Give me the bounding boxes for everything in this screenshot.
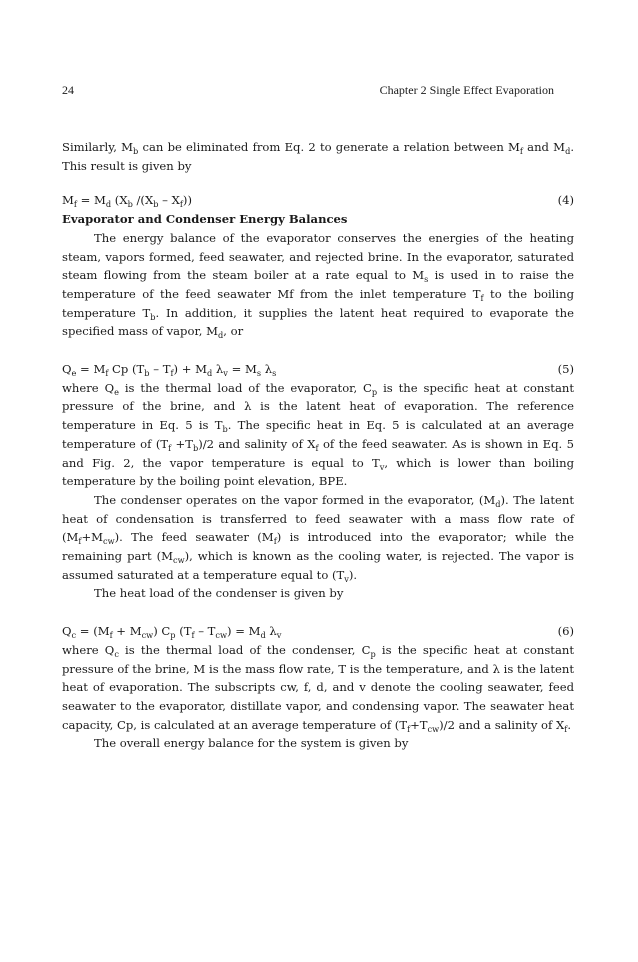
text-run: – X — [158, 193, 180, 208]
subscript: s — [256, 368, 262, 379]
text-run: = M — [227, 362, 257, 377]
text-run: . — [567, 717, 571, 732]
page-number: 24 — [62, 83, 74, 97]
subscript: d — [105, 199, 112, 210]
text-run: M — [62, 193, 74, 208]
subscript: f — [480, 292, 484, 303]
text-run: + M — [112, 624, 142, 639]
subscript: cw — [215, 630, 228, 641]
subscript: c — [71, 630, 77, 641]
text-run: Q — [62, 362, 72, 377]
subscript: f — [519, 146, 523, 156]
text-run: , which is lower than boiling temperature by the boiling point elevation, BPE. — [62, 455, 574, 489]
subscript: b — [153, 199, 159, 210]
subscript: f — [273, 536, 277, 547]
subscript: f — [564, 723, 568, 734]
subscript: b — [127, 199, 133, 210]
text-run: ). The feed seawater (M — [114, 530, 274, 545]
paragraph-heat-load — [62, 584, 574, 603]
text-run: +M — [81, 530, 104, 545]
text-run: ), which is known as the cooling water, is rejected. The vapor is assumed saturated at a temperature equal to (T — [62, 549, 574, 582]
equation-6-expression — [62, 622, 281, 641]
text-run: – T — [149, 362, 171, 377]
text-run: Similarly, M — [62, 140, 134, 154]
subscript: p — [370, 648, 376, 659]
text-run: is used in to raise the temperature of the feed seawater Mf from the inlet temperature T — [62, 268, 574, 301]
paragraph-energy-balance — [62, 229, 574, 341]
equation-5 — [62, 360, 574, 379]
text-run: λ — [212, 362, 224, 377]
text-run: The overall energy balance for the system is given by — [94, 736, 409, 751]
text-run: . In addition, it supplies the latent heat required to evaporate the specified mass of vapor, M — [62, 305, 574, 339]
text-run: . The specific heat in Eq. 5 is calculated at an average temperature of (T — [62, 418, 574, 451]
subscript: v — [223, 368, 228, 379]
subscript: f — [170, 368, 174, 379]
text-run: ). — [348, 567, 358, 582]
subscript: v — [379, 461, 385, 472]
equation-6 — [62, 622, 574, 641]
subscript: d — [217, 330, 224, 341]
subscript: p — [170, 630, 176, 641]
running-title: Chapter 2 Single Effect Evaporation — [379, 83, 554, 97]
subscript: f — [179, 199, 183, 210]
text-run: ). The latent heat of condensation is transferred to feed seawater with a mass flow rate of (M — [62, 492, 574, 545]
subscript: f — [109, 630, 113, 641]
subscript: f — [78, 536, 82, 547]
text-run: to the boiling temperature T — [62, 286, 574, 320]
text-run: (T — [175, 624, 192, 639]
text-run: +T — [410, 717, 428, 732]
subscript: p — [371, 386, 378, 397]
subscript: cw — [141, 630, 154, 641]
text-run: )/2 and a salinity of X — [439, 717, 565, 732]
section-heading: Evaporator and Condenser Energy Balances — [62, 212, 348, 227]
text-run: . This result is given by — [62, 140, 574, 173]
subscript: b — [192, 442, 199, 453]
subscript: f — [407, 723, 411, 734]
page-header — [62, 83, 554, 98]
paragraph-condenser — [62, 491, 574, 585]
subscript: d — [565, 146, 571, 156]
subscript: s — [272, 368, 277, 379]
paragraph-where-eq5 — [62, 379, 574, 491]
text-run: )) — [182, 193, 192, 208]
text-run: can be eliminated from Eq. 2 to generate a relation between M — [138, 140, 520, 154]
text-run: +T — [171, 436, 193, 451]
subscript: cw — [427, 723, 440, 734]
equation-4-number: (4) — [557, 193, 574, 208]
text-run: is the thermal load of the evaporator, C — [118, 380, 372, 395]
subscript: c — [114, 648, 119, 659]
subscript: e — [71, 368, 77, 379]
equation-5-number: (5) — [557, 362, 574, 377]
text-run: ) + M — [173, 362, 207, 377]
text-run: = M — [76, 362, 106, 377]
subscript: f — [168, 442, 172, 453]
text-run: where Q — [62, 642, 115, 657]
text-run: and M — [522, 140, 566, 154]
paragraph-overall-balance — [62, 734, 574, 753]
equation-6-number: (6) — [557, 624, 574, 639]
text-run: ) = M — [227, 624, 261, 639]
subscript: f — [73, 199, 77, 210]
text-run: λ — [261, 362, 273, 377]
subscript: b — [222, 424, 228, 435]
equation-5-expression — [62, 360, 276, 379]
text-run: Q — [62, 624, 72, 639]
text-run: ) is introduced into the evaporator; while the remaining part (M — [62, 530, 574, 564]
text-run: The condenser operates on the vapor formed in the evaporator, (M — [94, 492, 496, 507]
text-run: of the feed seawater. As is shown in Eq. 5 and Fig. 2, the vapor temperature is equal to T — [62, 436, 574, 470]
equation-4 — [62, 191, 574, 210]
text-run: is the specific heat at constant pressure of the brine, and λ is the latent heat of evaporation. The reference temperature in Eq. 5 is T — [62, 380, 574, 433]
subscript: v — [276, 630, 282, 641]
text-run: ) C — [153, 624, 171, 639]
text-run: Cp (T — [108, 362, 145, 377]
subscript: e — [114, 386, 119, 397]
subscript: d — [495, 498, 501, 509]
text-run: = (M — [76, 624, 110, 639]
text-run: λ — [265, 624, 277, 639]
text-run: The energy balance of the evaporator conserves the energies of the heating steam, vapors formed, feed seawater, and rejected brine. In the evaporator, saturated steam flowing from the steam boiler at a rate equal to M — [62, 230, 574, 283]
subscript: cw — [173, 555, 185, 566]
subscript: cw — [103, 536, 115, 547]
text-run: )/2 and salinity of X — [198, 436, 316, 451]
page-body — [62, 138, 574, 753]
paragraph-where-eq6 — [62, 641, 574, 735]
subscript: f — [105, 368, 109, 379]
text-run: /(X — [132, 193, 154, 208]
subscript: b — [133, 146, 139, 156]
subscript: f — [191, 630, 195, 641]
subscript: d — [260, 630, 266, 641]
subscript: b — [150, 311, 156, 322]
paragraph-intro — [62, 138, 574, 175]
text-run: = M — [76, 193, 106, 208]
text-run: The heat load of the condenser is given by — [94, 586, 344, 601]
subscript: b — [144, 368, 150, 379]
text-run: where Q — [62, 380, 115, 395]
text-run: is the specific heat at constant pressure of the brine, M is the mass flow rate, T is the temperature, and λ is the latent heat of evaporation. The subscripts cw, f, d, and v denote the cooling seawater, feed seawater to the evaporator, distillate vapor, and condensing vapor. The seawater heat capacity, Cp, is calculated at an average temperature of (T — [62, 642, 574, 732]
subscript: f — [315, 442, 319, 453]
subscript: v — [344, 573, 349, 584]
subscript: d — [206, 368, 213, 379]
text-run: – T — [194, 624, 216, 639]
text-run: (X — [111, 193, 128, 208]
text-run: , or — [223, 324, 244, 339]
equation-4-expression — [62, 191, 192, 210]
subscript: s — [424, 274, 429, 285]
text-run: is the thermal load of the condenser, C — [118, 642, 371, 657]
